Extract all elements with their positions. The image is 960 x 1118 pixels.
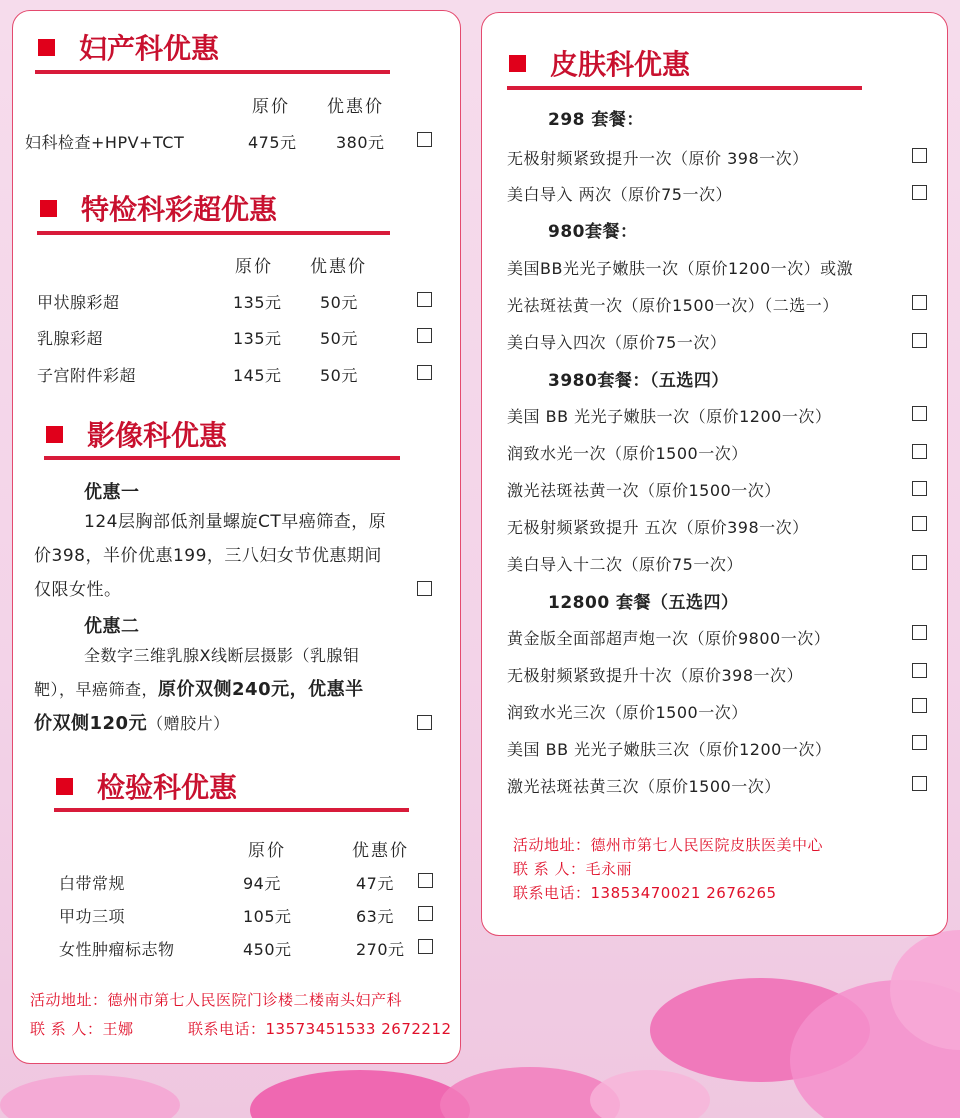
package-item: 美国 BB 光光子嫩肤一次（原价1200一次） [507, 407, 832, 426]
item-checkbox[interactable] [912, 735, 927, 750]
square-bullet-icon [46, 426, 63, 443]
item-checkbox[interactable] [418, 906, 433, 921]
package-item: 无极射频紧致提升一次（原价 398一次） [507, 149, 809, 168]
gyn-section-title: 妇产科优惠 [38, 27, 219, 67]
offer-one-line: 124层胸部低剂量螺旋CT早癌筛查，原 [84, 512, 387, 532]
item-disc-price: 47元 [356, 874, 394, 893]
offer-two-title: 优惠二 [84, 616, 140, 637]
item-orig-price: 135元 [233, 293, 282, 312]
contact-phone: 联系电话：13853470021 2676265 [513, 884, 777, 902]
section-rule [54, 808, 409, 812]
contact-phone: 联系电话：13573451533 2672212 [188, 1020, 452, 1038]
package-title: 12800 套餐（五选四） [548, 593, 739, 613]
package-item: 无极射频紧致提升 五次（原价398一次） [507, 518, 809, 537]
section-rule [507, 86, 862, 90]
package-item: 润致水光三次（原价1500一次） [507, 703, 748, 722]
package-item: 美国 BB 光光子嫩肤三次（原价1200一次） [507, 740, 832, 759]
package-title: 980套餐： [548, 222, 638, 242]
offer-two-line: 价双侧120元（赠胶片） [34, 713, 230, 734]
item-name: 女性肿瘤标志物 [59, 940, 175, 959]
item-checkbox[interactable] [912, 698, 927, 713]
offer-one-line: 仅限女性。 [34, 580, 122, 600]
section-rule [44, 456, 400, 460]
package-item: 美白导入 两次（原价75一次） [507, 185, 732, 204]
package-item: 美国BB光光子嫩肤一次（原价1200一次）或激 [507, 259, 854, 278]
square-bullet-icon [40, 200, 57, 217]
item-orig-price: 135元 [233, 329, 282, 348]
item-orig-price: 94元 [243, 874, 281, 893]
package-item: 激光祛斑祛黄一次（原价1500一次） [507, 481, 781, 500]
item-checkbox[interactable] [912, 776, 927, 791]
item-checkbox[interactable] [912, 625, 927, 640]
square-bullet-icon [56, 778, 73, 795]
item-disc-price: 380元 [336, 133, 385, 152]
offer-two-checkbox[interactable] [417, 715, 432, 730]
col-disc-price: 优惠价 [327, 97, 384, 117]
imaging-section-title: 影像科优惠 [46, 414, 227, 454]
col-orig-price: 原价 [235, 257, 273, 277]
item-checkbox[interactable] [417, 292, 432, 307]
item-checkbox[interactable] [912, 185, 927, 200]
item-orig-price: 450元 [243, 940, 292, 959]
offer-one-checkbox[interactable] [417, 581, 432, 596]
section-rule [37, 231, 390, 235]
item-checkbox[interactable] [912, 663, 927, 678]
contact-address: 活动地址：德州市第七人民医院皮肤医美中心 [513, 836, 824, 854]
item-orig-price: 105元 [243, 907, 292, 926]
contact-person: 联 系 人：毛永丽 [513, 860, 633, 878]
item-checkbox[interactable] [912, 406, 927, 421]
offer-two-line: 靶），早癌筛查，原价双侧240元，优惠半 [34, 679, 364, 700]
item-checkbox[interactable] [912, 444, 927, 459]
square-bullet-icon [38, 39, 55, 56]
package-title: 298 套餐： [548, 110, 644, 130]
item-name: 乳腺彩超 [37, 329, 104, 348]
item-checkbox[interactable] [912, 516, 927, 531]
package-title: 3980套餐：（五选四） [548, 371, 729, 391]
square-bullet-icon [509, 55, 526, 72]
package-item: 光祛斑祛黄一次（原价1500一次）（二选一） [507, 296, 839, 315]
item-orig-price: 475元 [248, 133, 297, 152]
item-name: 甲状腺彩超 [37, 293, 120, 312]
package-item: 激光祛斑祛黄三次（原价1500一次） [507, 777, 781, 796]
item-checkbox[interactable] [417, 365, 432, 380]
item-name: 子宫附件彩超 [37, 366, 137, 385]
package-item: 无极射频紧致提升十次（原价398一次） [507, 666, 804, 685]
item-checkbox[interactable] [418, 873, 433, 888]
col-orig-price: 原价 [252, 97, 290, 117]
offer-one-title: 优惠一 [84, 482, 140, 503]
col-disc-price: 优惠价 [352, 841, 409, 861]
item-checkbox[interactable] [418, 939, 433, 954]
item-checkbox[interactable] [417, 328, 432, 343]
package-item: 润致水光一次（原价1500一次） [507, 444, 748, 463]
item-orig-price: 145元 [233, 366, 282, 385]
item-disc-price: 50元 [320, 293, 358, 312]
item-name: 甲功三项 [59, 907, 126, 926]
item-checkbox[interactable] [912, 295, 927, 310]
item-disc-price: 270元 [356, 940, 405, 959]
item-disc-price: 50元 [320, 329, 358, 348]
item-checkbox[interactable] [912, 148, 927, 163]
derm-section-title: 皮肤科优惠 [509, 43, 690, 83]
item-checkbox[interactable] [417, 132, 432, 147]
item-checkbox[interactable] [912, 333, 927, 348]
contact-address: 活动地址：德州市第七人民医院门诊楼二楼南头妇产科 [30, 991, 403, 1009]
col-orig-price: 原价 [248, 841, 286, 861]
item-checkbox[interactable] [912, 481, 927, 496]
offer-one-line: 价398，半价优惠199，三八妇女节优惠期间 [34, 546, 382, 566]
item-disc-price: 63元 [356, 907, 394, 926]
lab-section-title: 检验科优惠 [56, 766, 237, 806]
section-rule [35, 70, 390, 74]
contact-person: 联 系 人：王娜 [30, 1020, 134, 1038]
package-item: 美白导入四次（原价75一次） [507, 333, 727, 352]
item-checkbox[interactable] [912, 555, 927, 570]
item-name: 妇科检查+HPV+TCT [25, 133, 185, 152]
package-item: 美白导入十二次（原价75一次） [507, 555, 743, 574]
col-disc-price: 优惠价 [310, 257, 367, 277]
item-name: 白带常规 [59, 874, 126, 893]
offer-two-line: 全数字三维乳腺X线断层摄影（乳腺钼 [84, 646, 360, 665]
package-item: 黄金版全面部超声炮一次（原价9800一次） [507, 629, 831, 648]
ultrasound-section-title: 特检科彩超优惠 [40, 188, 277, 228]
item-disc-price: 50元 [320, 366, 358, 385]
